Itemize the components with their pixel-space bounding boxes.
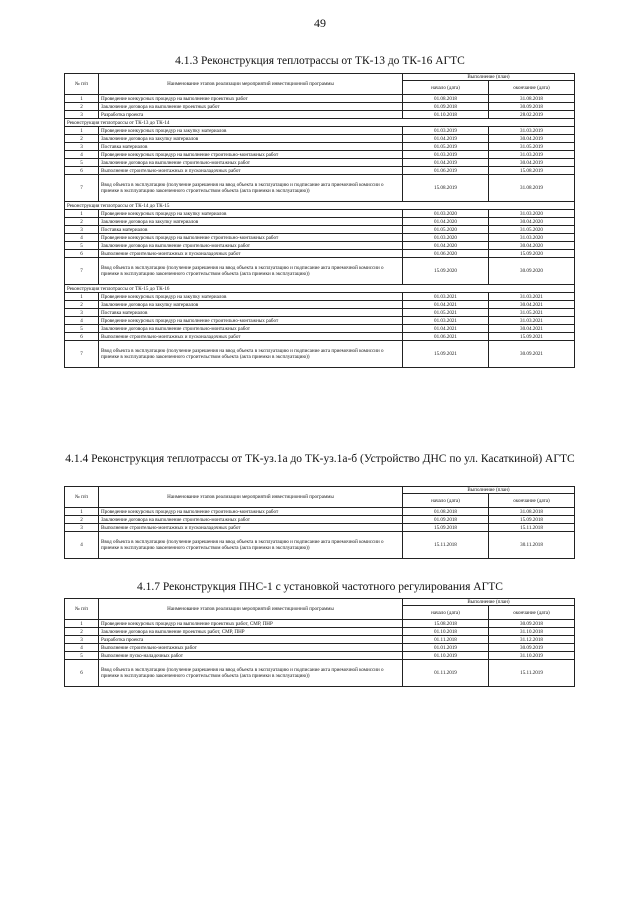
end-date: 30.04.2020: [489, 218, 575, 226]
table-row: [65, 258, 575, 285]
table-row: [65, 516, 575, 524]
table-row: [65, 660, 575, 687]
end-date: 15.11.2018: [489, 524, 575, 532]
end-date: 31.03.2019: [489, 127, 575, 135]
table-row: [65, 333, 575, 341]
row-number: 2: [65, 103, 99, 111]
stage-name: Заключение договора на закупку материалов: [99, 218, 403, 226]
start-date: 15.08.2018: [403, 620, 489, 628]
table-row: [65, 628, 575, 636]
row-number: 1: [65, 620, 99, 628]
stage-name: Проведение конкурсных процедур на выполнение строительно-монтажных работ: [99, 317, 403, 325]
plan-table-4-1-4: [64, 486, 575, 559]
end-date: 30.09.2018: [489, 103, 575, 111]
table-row: [65, 226, 575, 234]
stage-name: Ввод объекта в эксплуатацию (получение разрешения на ввод объекта в эксплуатацию и подписание акта приемочной комиссии о приемке в эксплуатацию законченного строительством объекта (акта приемки в эксплуатацию)): [99, 175, 403, 202]
start-date: 01.11.2019: [403, 660, 489, 687]
row-number: 1: [65, 127, 99, 135]
row-number: 3: [65, 309, 99, 317]
start-date: 01.09.2018: [403, 516, 489, 524]
start-date: 15.11.2018: [403, 532, 489, 559]
stage-name: Проведение конкурсных процедур на выполнение проектных работ, СМР, ПНР: [99, 620, 403, 628]
table-row: [65, 317, 575, 325]
end-date: 31.12.2018: [489, 636, 575, 644]
end-date: 31.03.2021: [489, 317, 575, 325]
start-date: 01.10.2018: [403, 111, 489, 119]
table-row: [65, 325, 575, 333]
header-name: Наименование этапов реализации мероприятий инвестиционной программы: [99, 74, 403, 95]
stage-name: Выполнение строительно-монтажных и пусконаладочных работ: [99, 167, 403, 175]
table-row: [65, 309, 575, 317]
end-date: 31.05.2021: [489, 309, 575, 317]
stage-name: Заключение договора на закупку материалов: [99, 301, 403, 309]
row-number: 3: [65, 524, 99, 532]
table-row: [65, 301, 575, 309]
header-num: № п/п: [65, 599, 99, 620]
row-number: 6: [65, 167, 99, 175]
stage-name: Выполнение строительно-монтажных и пусконаладочных работ: [99, 250, 403, 258]
end-date: 30.11.2018: [489, 532, 575, 559]
stage-name: Поставка материалов: [99, 309, 403, 317]
stage-name: Заключение договора на выполнение строительно-монтажных работ: [99, 516, 403, 524]
subsection-title: Реконструкция теплотрассы от ТК-15 до ТК-16: [65, 285, 575, 293]
table-row: [65, 293, 575, 301]
subsection-row: [65, 285, 575, 293]
subsection-row: [65, 202, 575, 210]
start-date: 01.06.2020: [403, 250, 489, 258]
end-date: 31.03.2019: [489, 151, 575, 159]
row-number: 5: [65, 242, 99, 250]
stage-name: Заключение договора на выполнение проектных работ, СМР, ПНР: [99, 628, 403, 636]
stage-name: Ввод объекта в эксплуатацию (получение разрешения на ввод объекта в эксплуатацию и подписание акта приемочной комиссии о приемке в эксплуатацию законченного строительством объекта (акта приемки в эксплуатацию)): [99, 532, 403, 559]
subsection-title: Реконструкция теплотрассы от ТК-14 до ТК-15: [65, 202, 575, 210]
start-date: 01.10.2018: [403, 628, 489, 636]
end-date: 31.03.2021: [489, 293, 575, 301]
end-date: 31.03.2020: [489, 234, 575, 242]
stage-name: Заключение договора на закупку материалов: [99, 135, 403, 143]
row-number: 2: [65, 516, 99, 524]
table-row: [65, 524, 575, 532]
start-date: 01.10.2019: [403, 652, 489, 660]
row-number: 5: [65, 652, 99, 660]
stage-name: Заключение договора на выполнение проектных работ: [99, 103, 403, 111]
stage-name: Заключение договора на выполнение строительно-монтажных работ: [99, 325, 403, 333]
stage-name: Разработка проекта: [99, 111, 403, 119]
start-date: 01.01.2019: [403, 644, 489, 652]
start-date: 01.03.2019: [403, 127, 489, 135]
end-date: 30.09.2021: [489, 341, 575, 368]
table-body: [65, 95, 575, 368]
stage-name: Выполнение пуско-наладочных работ: [99, 652, 403, 660]
end-date: 31.05.2020: [489, 226, 575, 234]
stage-name: Проведение конкурсных процедур на закупку материалов: [99, 127, 403, 135]
table-row: [65, 135, 575, 143]
table-row: [65, 175, 575, 202]
start-date: 01.04.2019: [403, 135, 489, 143]
end-date: 31.08.2019: [489, 175, 575, 202]
start-date: 01.04.2021: [403, 325, 489, 333]
stage-name: Разработка проекта: [99, 636, 403, 644]
row-number: 3: [65, 143, 99, 151]
row-number: 7: [65, 341, 99, 368]
end-date: 31.08.2018: [489, 508, 575, 516]
table-body: [65, 508, 575, 559]
end-date: 15.09.2020: [489, 250, 575, 258]
start-date: 01.11.2018: [403, 636, 489, 644]
end-date: 31.10.2018: [489, 628, 575, 636]
end-date: 30.09.2020: [489, 258, 575, 285]
stage-name: Заключение договора на выполнение строительно-монтажных работ: [99, 159, 403, 167]
table-row: [65, 111, 575, 119]
table-row: [65, 143, 575, 151]
stage-name: Выполнение строительно-монтажных и пусконаладочных работ: [99, 524, 403, 532]
stage-name: Проведение конкурсных процедур на закупку материалов: [99, 293, 403, 301]
start-date: 01.03.2021: [403, 293, 489, 301]
end-date: 15.08.2019: [489, 167, 575, 175]
row-number: 7: [65, 258, 99, 285]
row-number: 7: [65, 175, 99, 202]
start-date: 01.05.2020: [403, 226, 489, 234]
stage-name: Выполнение строительно-монтажных и пусконаладочных работ: [99, 333, 403, 341]
header-end: окончание (дата): [489, 494, 575, 508]
row-number: 5: [65, 159, 99, 167]
row-number: 3: [65, 111, 99, 119]
section-title-4-1-7: 4.1.7 Реконструкция ПНС-1 с установкой частотного регулирования АГТС: [137, 581, 503, 593]
table-row: [65, 636, 575, 644]
end-date: 15.09.2021: [489, 333, 575, 341]
start-date: 15.09.2021: [403, 341, 489, 368]
end-date: 30.09.2019: [489, 644, 575, 652]
start-date: 01.03.2020: [403, 234, 489, 242]
row-number: 1: [65, 293, 99, 301]
stage-name: Проведение конкурсных процедур на закупку материалов: [99, 210, 403, 218]
subsection-row: [65, 119, 575, 127]
table-row: [65, 620, 575, 628]
start-date: 01.04.2020: [403, 242, 489, 250]
header-num: № п/п: [65, 487, 99, 508]
start-date: 01.08.2018: [403, 508, 489, 516]
table-row: [65, 234, 575, 242]
row-number: 2: [65, 218, 99, 226]
plan-table-4-1-3: [64, 73, 575, 368]
header-name: Наименование этапов реализации мероприятий инвестиционной программы: [99, 599, 403, 620]
row-number: 1: [65, 210, 99, 218]
stage-name: Поставка материалов: [99, 226, 403, 234]
section-title-4-1-3: 4.1.3 Реконструкция теплотрассы от ТК-13 до ТК-16 АГТС: [175, 55, 465, 67]
start-date: 01.06.2021: [403, 333, 489, 341]
plan-table-4-1-7: [64, 598, 575, 687]
start-date: 01.06.2019: [403, 167, 489, 175]
row-number: 2: [65, 135, 99, 143]
start-date: 01.03.2020: [403, 210, 489, 218]
stage-name: Ввод объекта в эксплуатацию (получение разрешения на ввод объекта в эксплуатацию и подписание акта приемочной комиссии о приемке в эксплуатацию законченного строительством объекта (акта приемки в эксплуатацию)): [99, 660, 403, 687]
row-number: 4: [65, 532, 99, 559]
stage-name: Заключение договора на выполнение строительно-монтажных работ: [99, 242, 403, 250]
start-date: 01.05.2019: [403, 143, 489, 151]
start-date: 01.03.2021: [403, 317, 489, 325]
row-number: 4: [65, 151, 99, 159]
start-date: 15.09.2020: [403, 258, 489, 285]
stage-name: Проведение конкурсных процедур на выполнение строительно-монтажных работ: [99, 508, 403, 516]
end-date: 31.05.2019: [489, 143, 575, 151]
row-number: 6: [65, 333, 99, 341]
header-end: окончание (дата): [489, 606, 575, 620]
start-date: 01.09.2018: [403, 103, 489, 111]
start-date: 01.04.2020: [403, 218, 489, 226]
end-date: 31.03.2020: [489, 210, 575, 218]
row-number: 1: [65, 508, 99, 516]
start-date: 01.04.2019: [403, 159, 489, 167]
start-date: 01.05.2021: [403, 309, 489, 317]
header-exec: Выполнение (план): [403, 487, 575, 494]
table-row: [65, 218, 575, 226]
table-row: [65, 210, 575, 218]
row-number: 2: [65, 628, 99, 636]
row-number: 6: [65, 660, 99, 687]
end-date: 30.04.2020: [489, 242, 575, 250]
header-start: начало (дата): [403, 81, 489, 95]
header-name: Наименование этапов реализации мероприятий инвестиционной программы: [99, 487, 403, 508]
table-row: [65, 532, 575, 559]
end-date: 31.08.2018: [489, 95, 575, 103]
stage-name: Проведение конкурсных процедур на выполнение проектных работ: [99, 95, 403, 103]
stage-name: Ввод объекта в эксплуатацию (получение разрешения на ввод объекта в эксплуатацию и подписание акта приемочной комиссии о приемке в эксплуатацию законченного строительством объекта (акта приемки в эксплуатацию)): [99, 341, 403, 368]
row-number: 2: [65, 301, 99, 309]
end-date: 30.04.2019: [489, 159, 575, 167]
end-date: 15.09.2018: [489, 516, 575, 524]
stage-name: Поставка материалов: [99, 143, 403, 151]
table-body: [65, 620, 575, 687]
start-date: 01.08.2018: [403, 95, 489, 103]
subsection-title: Реконструкция теплотрассы от ТК-13 до ТК-14: [65, 119, 575, 127]
table-row: [65, 127, 575, 135]
header-start: начало (дата): [403, 606, 489, 620]
stage-name: Проведение конкурсных процедур на выполнение строительно-монтажных работ: [99, 234, 403, 242]
end-date: 28.02.2019: [489, 111, 575, 119]
header-num: № п/п: [65, 74, 99, 95]
table-row: [65, 95, 575, 103]
table-row: [65, 508, 575, 516]
start-date: 15.09.2018: [403, 524, 489, 532]
table-row: [65, 250, 575, 258]
start-date: 15.08.2019: [403, 175, 489, 202]
table-row: [65, 151, 575, 159]
start-date: 01.04.2021: [403, 301, 489, 309]
table-row: [65, 652, 575, 660]
table-row: [65, 242, 575, 250]
end-date: 15.11.2019: [489, 660, 575, 687]
section-title-4-1-4: 4.1.4 Реконструкция теплотрассы от ТК-уз.1а до ТК-уз.1а-б (Устройство ДНС по ул. Касаткиной) АГТС: [65, 453, 575, 465]
row-number: 5: [65, 325, 99, 333]
header-exec: Выполнение (план): [403, 599, 575, 606]
stage-name: Проведение конкурсных процедур на выполнение строительно-монтажных работ: [99, 151, 403, 159]
header-end: окончание (дата): [489, 81, 575, 95]
stage-name: Выполнение строительно-монтажных работ: [99, 644, 403, 652]
table-row: [65, 341, 575, 368]
table-row: [65, 167, 575, 175]
stage-name: Ввод объекта в эксплуатацию (получение разрешения на ввод объекта в эксплуатацию и подписание акта приемочной комиссии о приемке в эксплуатацию законченного строительством объекта (акта приемки в эксплуатацию)): [99, 258, 403, 285]
end-date: 31.10.2019: [489, 652, 575, 660]
end-date: 30.04.2021: [489, 301, 575, 309]
row-number: 3: [65, 226, 99, 234]
row-number: 1: [65, 95, 99, 103]
page-number: 49: [314, 16, 326, 30]
row-number: 6: [65, 250, 99, 258]
row-number: 4: [65, 317, 99, 325]
table-row: [65, 103, 575, 111]
table-row: [65, 159, 575, 167]
row-number: 3: [65, 636, 99, 644]
row-number: 4: [65, 644, 99, 652]
start-date: 01.03.2019: [403, 151, 489, 159]
header-start: начало (дата): [403, 494, 489, 508]
row-number: 4: [65, 234, 99, 242]
table-row: [65, 644, 575, 652]
end-date: 30.04.2019: [489, 135, 575, 143]
end-date: 30.09.2018: [489, 620, 575, 628]
header-exec: Выполнение (план): [403, 74, 575, 81]
end-date: 30.04.2021: [489, 325, 575, 333]
